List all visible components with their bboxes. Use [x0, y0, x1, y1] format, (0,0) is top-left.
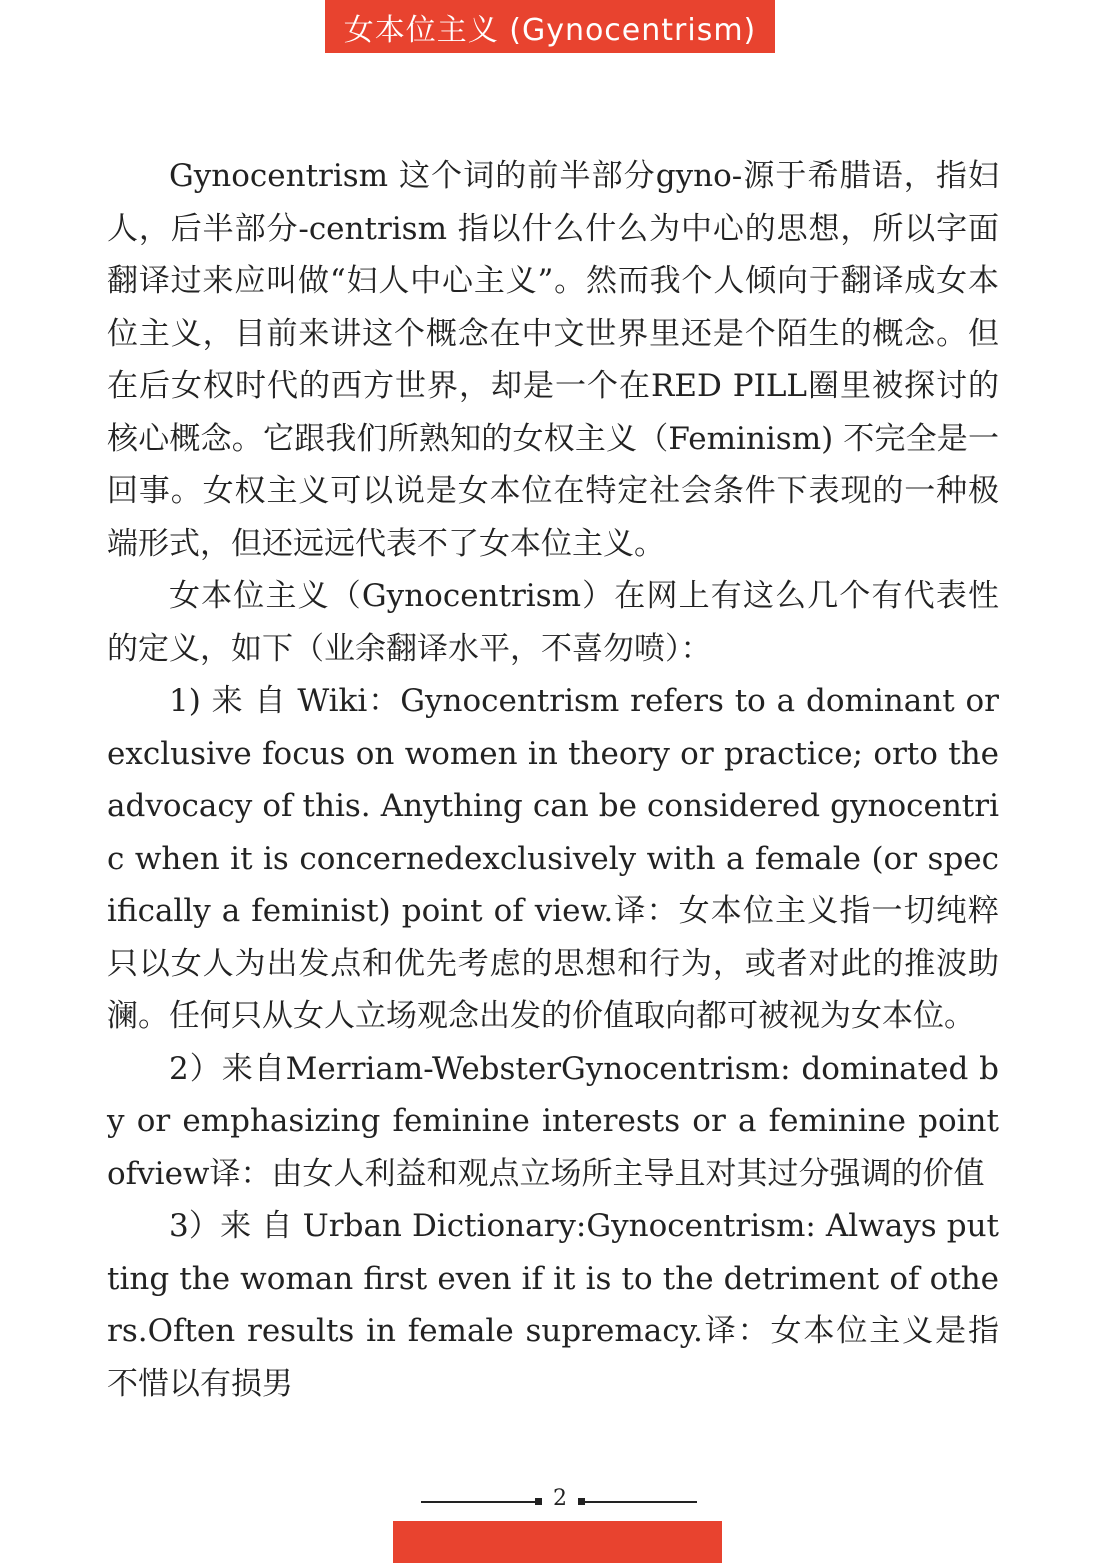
- footer-dot-right: [578, 1498, 585, 1505]
- header-title: 女本位主义 (Gynocentrism): [343, 12, 757, 48]
- paragraph-definition-merriam-webster: 2）来自Merriam-WebsterGynocentrism: dominated by or emphasizing feminine interests or a feminine point ofview译：由女人利益和观点立场所主导且对其过分强调的价值: [107, 1050, 999, 1192]
- footer-rule-left: [421, 1501, 536, 1503]
- header-title-tab: [325, 0, 775, 53]
- paragraph-definitions-lead: 女本位主义（Gynocentrism）在网上有这么几个有代表性的定义，如下（业余翻译水平，不喜勿喷）：: [107, 578, 999, 667]
- body-text: [107, 150, 999, 1410]
- paragraph-definition-wiki: 1) 来 自 Wiki：Gynocentrism refers to a dominant or exclusive focus on women in theory or practice; orto the advocacy of this. Anything can be considered gynocentric when it is concernedexclusively with a female (or specifically a feminist) point of view.译：女本位主义指一切纯粹只以女人为出发点和优先考虑的思想和行为，或者对此的推波助澜。任何只从女人立场观念出发的价值取向都可被视为女本位。: [107, 683, 999, 1034]
- paragraph-intro: Gynocentrism 这个词的前半部分gyno-源于希腊语，指妇人，后半部分-centrism 指以什么什么为中心的思想，所以字面翻译过来应叫做“妇人中心主义”。然而我个人倾向于翻译成女本位主义，目前来讲这个概念在中文世界里还是个陌生的概念。但在后女权时代的西方世界，却是一个在RED PILL圈里被探讨的核心概念。它跟我们所熟知的女权主义（Feminism) 不完全是一回事。女权主义可以说是女本位在特定社会条件下表现的一种极端形式，但还远远代表不了女本位主义。: [107, 158, 999, 562]
- footer-tab: [393, 1521, 722, 1563]
- page-number: 2: [553, 1486, 567, 1511]
- footer-rule-right: [585, 1501, 697, 1503]
- paragraph-definition-urban-dictionary: 3）来 自 Urban Dictionary:Gynocentrism: Always putting the woman first even if it is to the detriment of others.Often results in female supremacy.译：女本位主义是指不惜以有损男: [107, 1208, 999, 1402]
